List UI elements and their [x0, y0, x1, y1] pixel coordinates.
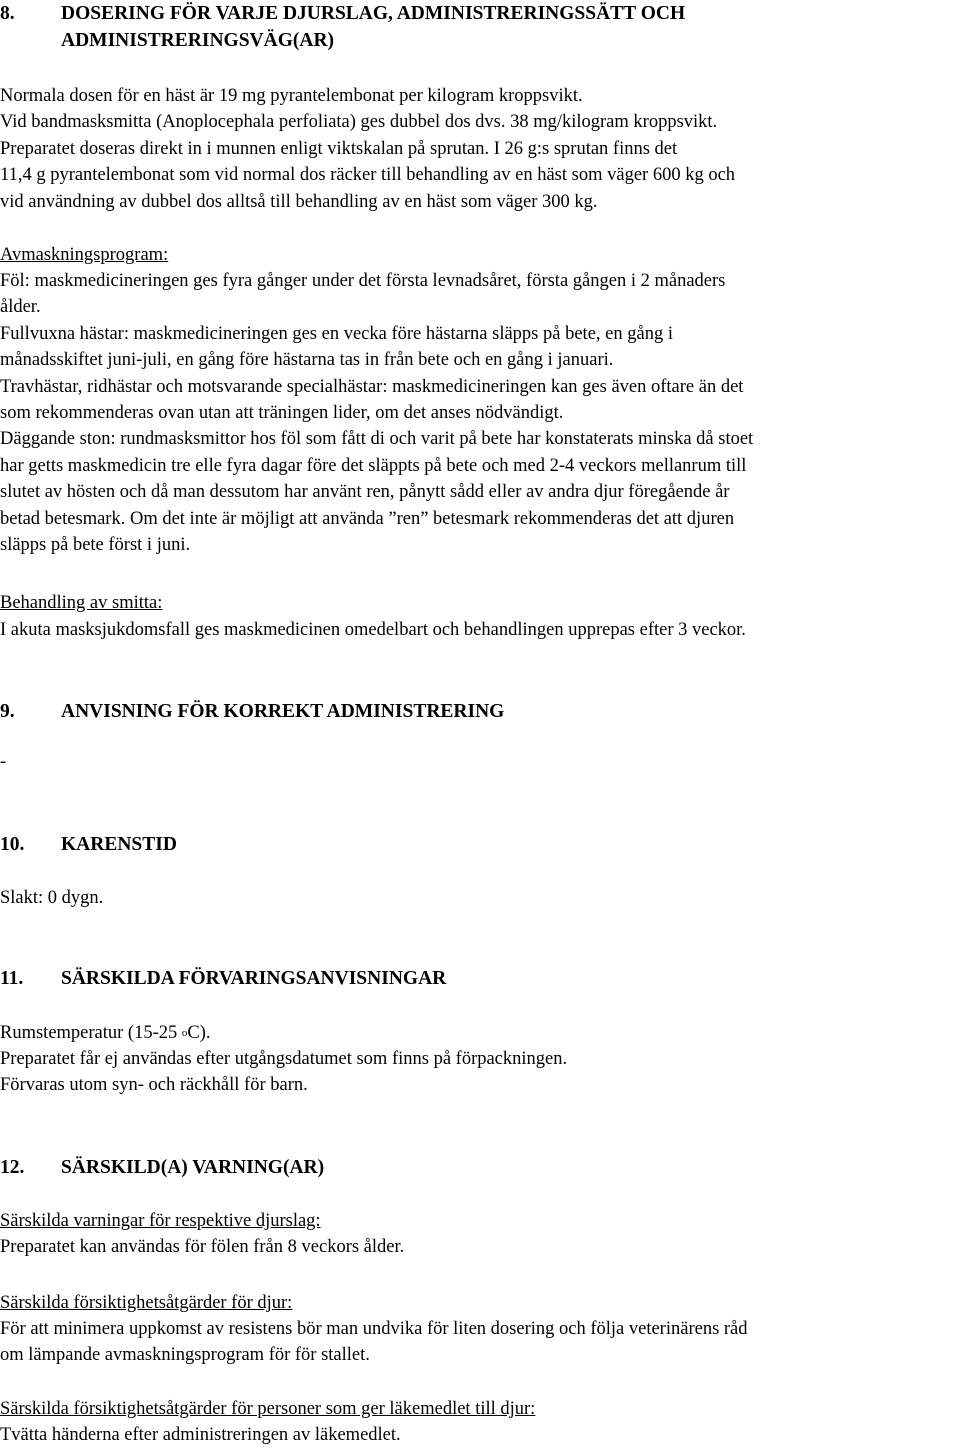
text-line: Däggande ston: rundmasksmittor hos föl som fått di och varit på bete har konstaterats minska då stoet	[0, 429, 754, 450]
text-line: om lämpande avmaskningsprogram för för stallet.	[0, 1345, 370, 1366]
section-number: 11.	[0, 968, 24, 989]
text-line: Fullvuxna hästar: maskmedicineringen ges en vecka före hästarna släpps på bete, en gång i	[0, 323, 673, 344]
temp-text: Rumstemperatur (15-25	[0, 1023, 182, 1043]
storage-temperature	[0, 1020, 958, 1046]
treatment-text: I akuta masksjukdomsfall ges maskmedicinen omedelbart och behandlingen upprepas efter 3 veckor.	[0, 620, 746, 640]
deworming-program-text	[0, 268, 958, 558]
text-line: slutet av hösten och då man dessutom har använt ren, pånytt sådd eller av andra djur föregående år	[0, 482, 730, 503]
section-10-heading	[0, 832, 958, 858]
text-line: 11,4 g pyrantelembonat som vid normal dos räcker till behandling av en häst som väger 600 kg och	[0, 165, 736, 186]
text-line: Normala dosen för en häst är 19 mg pyrantelembonat per kilogram kroppsvikt.	[0, 86, 583, 106]
text-line: Travhästar, ridhästar och motsvarande specialhästar: maskmedicineringen kan ges även oftare än det	[0, 376, 744, 397]
section-8-heading-cont: ADMINISTRERINGSVÄG(AR)	[61, 30, 335, 51]
section-8-heading	[0, 1, 958, 27]
section-title: ANVISNING FÖR KORREKT ADMINISTRERING	[61, 701, 505, 722]
deworming-program-heading: Avmaskningsprogram:	[0, 245, 169, 265]
person-precautions-text: Tvätta händerna efter administreringen av läkemedlet.	[0, 1425, 401, 1445]
text-line: Preparatet får ej användas efter utgångsdatumet som finns på förpackningen.	[0, 1049, 568, 1069]
section-11-heading	[0, 966, 958, 992]
temp-unit: C).	[187, 1023, 211, 1043]
text-line: har getts maskmedicin tre elle fyra dagar före det släppts på bete och med 2-4 veckors mellanrum till	[0, 455, 747, 476]
dosage-paragraph	[0, 83, 958, 215]
section-9-heading	[0, 699, 958, 725]
text-line: släpps på bete först i juni.	[0, 535, 191, 556]
section-number: 10.	[0, 834, 25, 855]
storage-text	[0, 1046, 958, 1099]
section-title: DOSERING FÖR VARJE DJURSLAG, ADMINISTRERINGSSÄTT OCH	[61, 3, 686, 24]
section-number: 12.	[0, 1157, 25, 1178]
treatment-heading: Behandling av smitta:	[0, 593, 163, 613]
animal-precautions-text	[0, 1316, 958, 1369]
text-line: ålder.	[0, 297, 41, 318]
species-warnings-heading: Särskilda varningar för respektive djurslag:	[0, 1211, 321, 1231]
text-line: Vid bandmasksmitta (Anoplocephala perfoliata) ges dubbel dos dvs. 38 mg/kilogram kroppsvikt.	[0, 112, 718, 133]
species-warnings-text: Preparatet kan användas för fölen från 8 veckors ålder.	[0, 1237, 405, 1257]
section-number: 9.	[0, 701, 15, 722]
text-line: Preparatet doseras direkt in i munnen enligt viktskalan på sprutan. I 26 g:s sprutan finns det	[0, 138, 678, 159]
person-precautions-heading: Särskilda försiktighetsåtgärder för personer som ger läkemedlet till djur:	[0, 1399, 536, 1419]
section-number: 8.	[0, 3, 15, 24]
text-line: som rekommenderas ovan utan att träningen lider, om det anses nödvändigt.	[0, 403, 564, 424]
text-line: Förvaras utom syn- och räckhåll för barn.	[0, 1075, 308, 1096]
text-line: vid användning av dubbel dos alltså till behandling av en häst som väger 300 kg.	[0, 191, 598, 212]
animal-precautions-heading: Särskilda försiktighetsåtgärder för djur:	[0, 1293, 293, 1313]
text-line: månadsskiftet juni-juli, en gång före hästarna tas in från bete och en gång i januari.	[0, 350, 614, 371]
section-12-heading	[0, 1155, 958, 1181]
section-9-body: -	[0, 752, 7, 772]
text-line: Föl: maskmedicineringen ges fyra gånger under det första levnadsåret, första gången i 2 månaders	[0, 271, 726, 291]
section-title: SÄRSKILDA FÖRVARINGSANVISNINGAR	[61, 968, 447, 989]
section-title: SÄRSKILD(A) VARNING(AR)	[61, 1157, 325, 1178]
section-title: KARENSTID	[61, 834, 177, 855]
text-line: För att minimera uppkomst av resistens bör man undvika för liten dosering och följa veterinärens råd	[0, 1319, 748, 1339]
section-10-body: Slakt: 0 dygn.	[0, 888, 104, 908]
text-line: betad betesmark. Om det inte är möjligt att använda ”ren” betesmark rekommenderas det att djuren	[0, 508, 735, 529]
degree-superscript: o	[181, 1027, 188, 1039]
